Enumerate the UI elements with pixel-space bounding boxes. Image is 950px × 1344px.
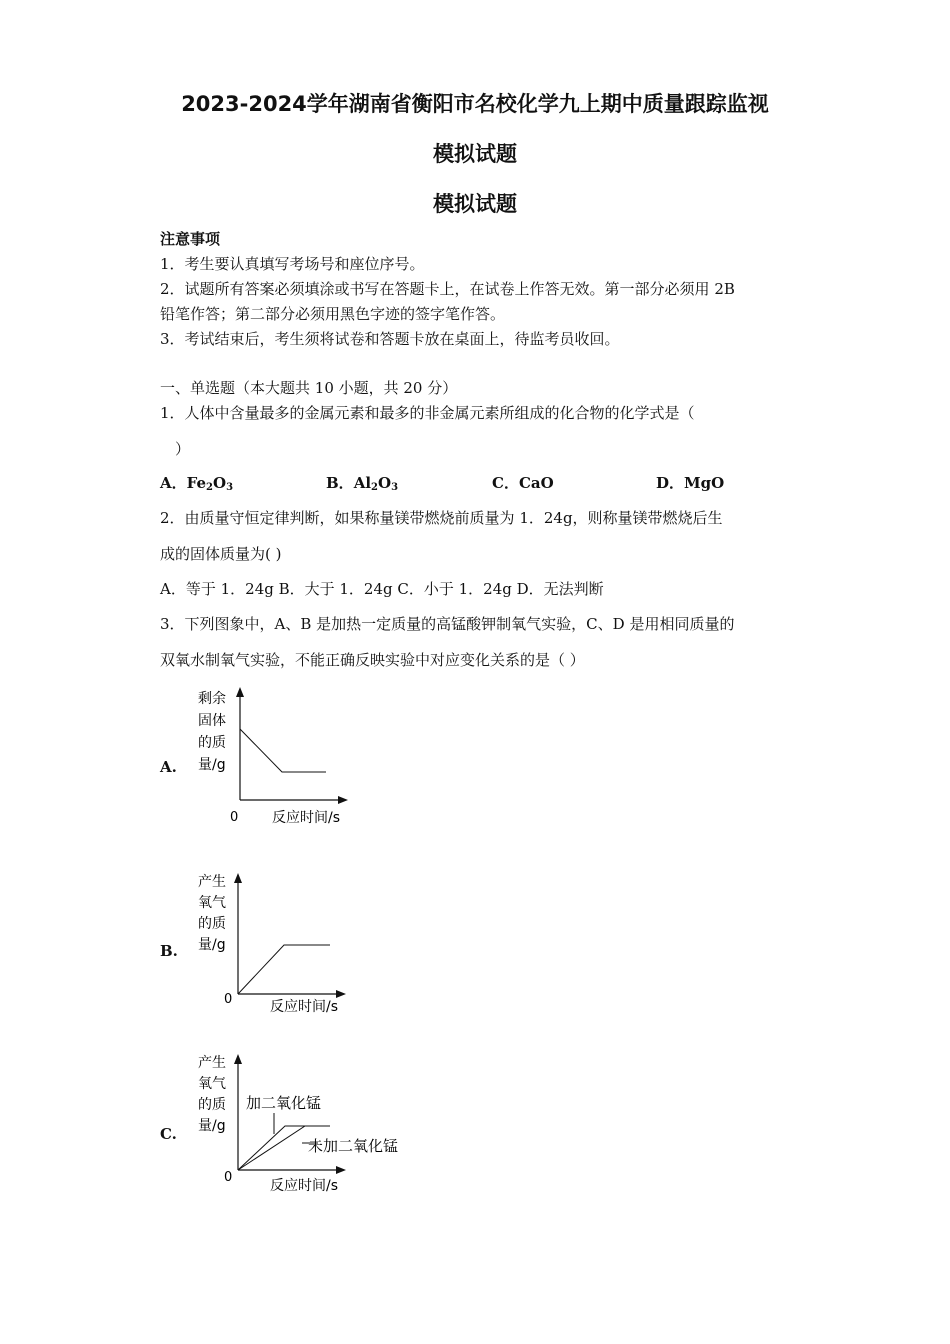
q1-stem-b: ）	[175, 440, 191, 458]
q3-graph-c	[190, 1050, 430, 1202]
q1-option-a-f1: Fe	[186, 474, 207, 492]
q2-stem-b: 成的固体质量为( )	[160, 545, 282, 563]
q3-graph-a-label: A.	[160, 758, 177, 776]
q1-option-a-s1: 2	[206, 482, 213, 493]
q1-option-a-f2: O	[212, 474, 227, 492]
graph-b-y-arrow	[234, 873, 242, 883]
q1-option-a-label: A．	[160, 474, 187, 492]
page-title-line1: 2023-2024学年湖南省衡阳市名校化学九上期中质量跟踪监视	[181, 92, 769, 116]
q1-option-b-label: B．	[326, 474, 354, 492]
q1-option-b	[326, 472, 398, 493]
notice-item-2b: 铅笔作答；第二部分必须用黑色字迹的签字笔作答。	[160, 305, 506, 323]
graph-b-ylabel-3: 的质	[198, 916, 226, 932]
graph-c-ylabel-3: 的质	[198, 1097, 226, 1113]
graph-c-ylabel-4: 量/g	[198, 1118, 226, 1134]
q3-stem-a: 3．下列图象中，A、B 是加热一定质量的高锰酸钾制氧气实验，C、D 是用相同质量的	[160, 615, 735, 633]
graph-a-y-arrow	[236, 687, 244, 697]
q1-option-b-f1: Al	[353, 474, 372, 492]
graph-c-origin: 0	[224, 1170, 233, 1185]
graph-c-note-without: 未加二氧化锰	[308, 1137, 399, 1155]
graph-a-ylabel-2: 固体	[198, 713, 226, 729]
notice-item-2a: 2．试题所有答案必须填涂或书写在答题卡上，在试卷上作答无效。第一部分必须用 2B	[160, 280, 735, 298]
graph-b-ylabel-1: 产生	[198, 874, 226, 890]
page-title-line3: 模拟试题	[433, 192, 517, 216]
graph-c-y-arrow	[234, 1054, 242, 1064]
q1-option-a-s2: 3	[226, 482, 234, 493]
q1-option-b-s2: 3	[391, 482, 399, 493]
q1-stem-a: 1．人体中含量最多的金属元素和最多的非金属元素所组成的化合物的化学式是（	[160, 404, 695, 422]
q2-options: A．等于 1．24g B．大于 1．24g C．小于 1．24g D．无法判断	[160, 580, 604, 598]
graph-a-x-arrow	[338, 796, 348, 804]
q1-option-c: C．CaO	[492, 474, 554, 492]
graph-a-origin: 0	[230, 810, 239, 825]
page-title-line2: 模拟试题	[433, 142, 517, 166]
notice-item-3: 3．考试结束后，考生须将试卷和答题卡放在桌面上，待监考员收回。	[160, 330, 620, 348]
graph-c-xlabel: 反应时间/s	[270, 1178, 339, 1194]
graph-a-xlabel: 反应时间/s	[272, 810, 341, 826]
graph-a-ylabel-3: 的质	[198, 735, 226, 751]
graph-b-ylabel-4: 量/g	[198, 937, 226, 953]
section-heading: 一、单选题（本大题共 10 小题，共 20 分）	[160, 379, 458, 397]
q3-graph-a	[190, 685, 370, 834]
q3-graph-b-label: B.	[160, 942, 178, 960]
graph-c-note-with: 加二氧化锰	[246, 1094, 322, 1112]
notice-item-1: 1．考生要认真填写考场号和座位序号。	[160, 255, 425, 273]
graph-b-curve	[238, 945, 330, 994]
q1-option-a	[160, 472, 233, 493]
graph-b-origin: 0	[224, 992, 233, 1007]
q2-stem-a: 2．由质量守恒定律判断，如果称量镁带燃烧前质量为 1．24g，则称量镁带燃烧后生	[160, 509, 723, 527]
q1-option-d: D．MgO	[656, 474, 725, 492]
graph-a-curve	[240, 729, 326, 772]
graph-a-ylabel-1: 剩余	[198, 691, 226, 707]
graph-b-xlabel: 反应时间/s	[270, 999, 339, 1015]
graph-c-ylabel-2: 氧气	[198, 1076, 226, 1092]
graph-b-x-arrow	[336, 990, 346, 998]
graph-c-ylabel-1: 产生	[198, 1055, 226, 1071]
graph-b-ylabel-2: 氧气	[198, 895, 226, 911]
q3-stem-b: 双氧水制氧气实验，不能正确反映实验中对应变化关系的是（ ）	[160, 651, 585, 669]
graph-a-ylabel-4: 量/g	[198, 757, 226, 773]
notice-heading: 注意事项	[160, 230, 221, 248]
q1-option-b-s1: 2	[371, 482, 378, 493]
graph-c-x-arrow	[336, 1166, 346, 1174]
q1-option-b-f2: O	[378, 474, 392, 492]
q3-graph-b	[190, 870, 370, 1022]
q3-graph-c-label: C.	[160, 1125, 177, 1143]
